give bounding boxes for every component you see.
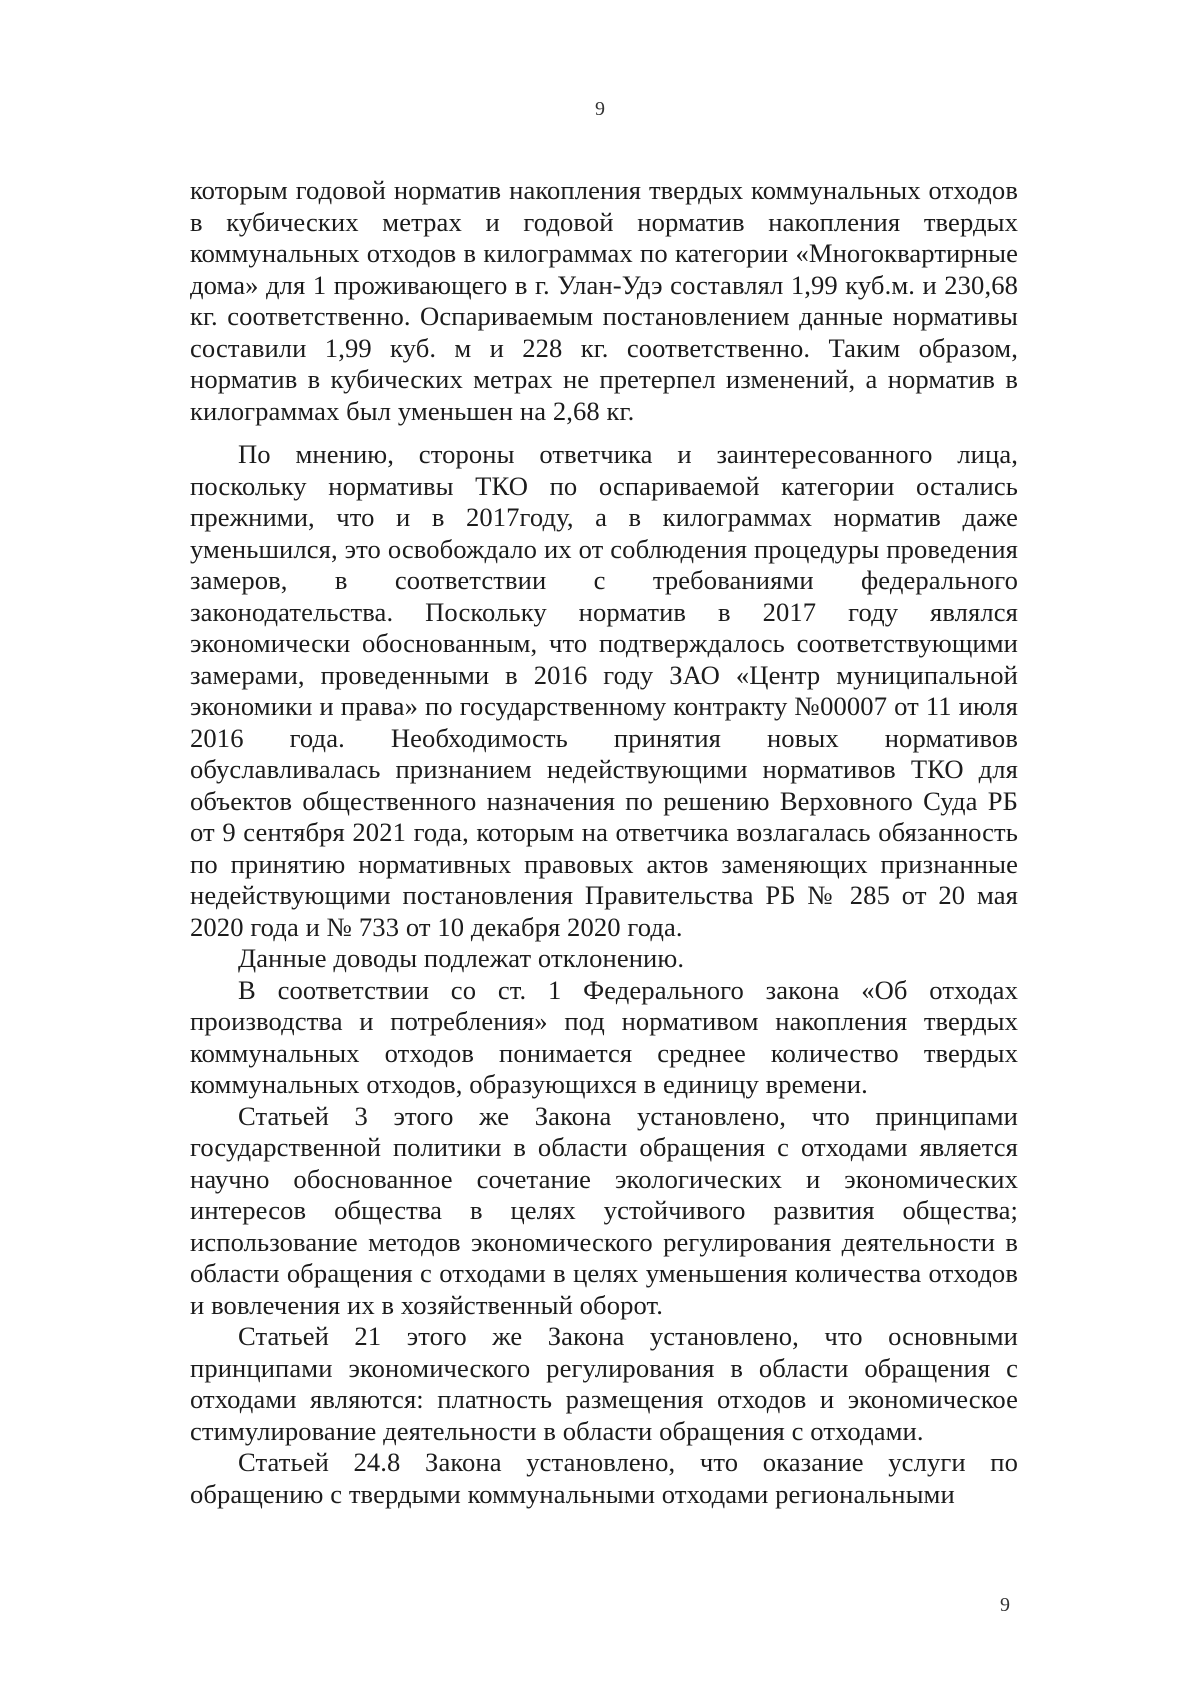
paragraph-7: Статьей 24.8 Закона установлено, что оказание услуги по обращению с твердыми коммунальными отходами региональными [190,1447,1018,1509]
paragraph-1: которым годовой норматив накопления твердых коммунальных отходов в кубических метрах и годовой норматив накопления твердых коммунальных отходов в килограммах по категории «Многоквартирные дома» для 1 проживающего в г. Улан-Удэ составлял 1,99 куб.м. и 230,68 кг. соответственно. Оспариваемым постановлением данные нормативы составили 1,99 куб. м и 228 кг. соответственно. Таким образом, норматив в кубических метрах не претерпел изменений, а норматив в килограммах был уменьшен на 2,68 кг. [190,175,1018,426]
paragraph-5: Статьей 3 этого же Закона установлено, что принципами государственной политики в области обращения с отходами является научно обоснованное сочетание экологических и экономических интересов общества в целях устойчивого развития общества; использование методов экономического регулирования деятельности в области обращения с отходами в целях уменьшения количества отходов и вовлечения их в хозяйственный оборот. [190,1100,1018,1320]
paragraph-2: По мнению, стороны ответчика и заинтересованного лица, поскольку нормативы ТКО по оспариваемой категории остались прежними, что и в 2017году, а в килограммах норматив даже уменьшился, это освобождало их от соблюдения процедуры проведения замеров, в соответствии с требованиями федерального законодательства. Поскольку норматив в 2017 году являлся экономически обоснованным, что подтверждалось соответствующими замерами, проведенными в 2016 году ЗАО «Центр муниципальной экономики и права» по государственному контракту №00007 от 11 июля 2016 года. Необходимость принятия новых нормативов обуславливалась признанием недействующими нормативов ТКО для объектов общественного назначения по решению Верховного Суда РБ от 9 сентября 2021 года, которым на ответчика возлагалась обязанность по принятию нормативных правовых актов заменяющих признанные недействующими постановления Правительства РБ № 285 от 20 мая 2020 года и № 733 от 10 декабря 2020 года. [190,439,1018,942]
page-number-bottom: 9 [1000,1594,1010,1616]
paragraph-4: В соответствии со ст. 1 Федерального закона «Об отходах производства и потребления» под нормативом накопления твердых коммунальных отходов понимается среднее количество твердых коммунальных отходов, образующихся в единицу времени. [190,974,1018,1099]
paragraph-6: Статьей 21 этого же Закона установлено, что основными принципами экономического регулирования в области обращения с отходами являются: платность размещения отходов и экономическое стимулирование деятельности в области обращения с отходами. [190,1321,1018,1446]
page-number-top: 9 [595,98,605,120]
document-body [190,175,1018,1510]
paragraph-3: Данные доводы подлежат отклонению. [238,943,685,973]
